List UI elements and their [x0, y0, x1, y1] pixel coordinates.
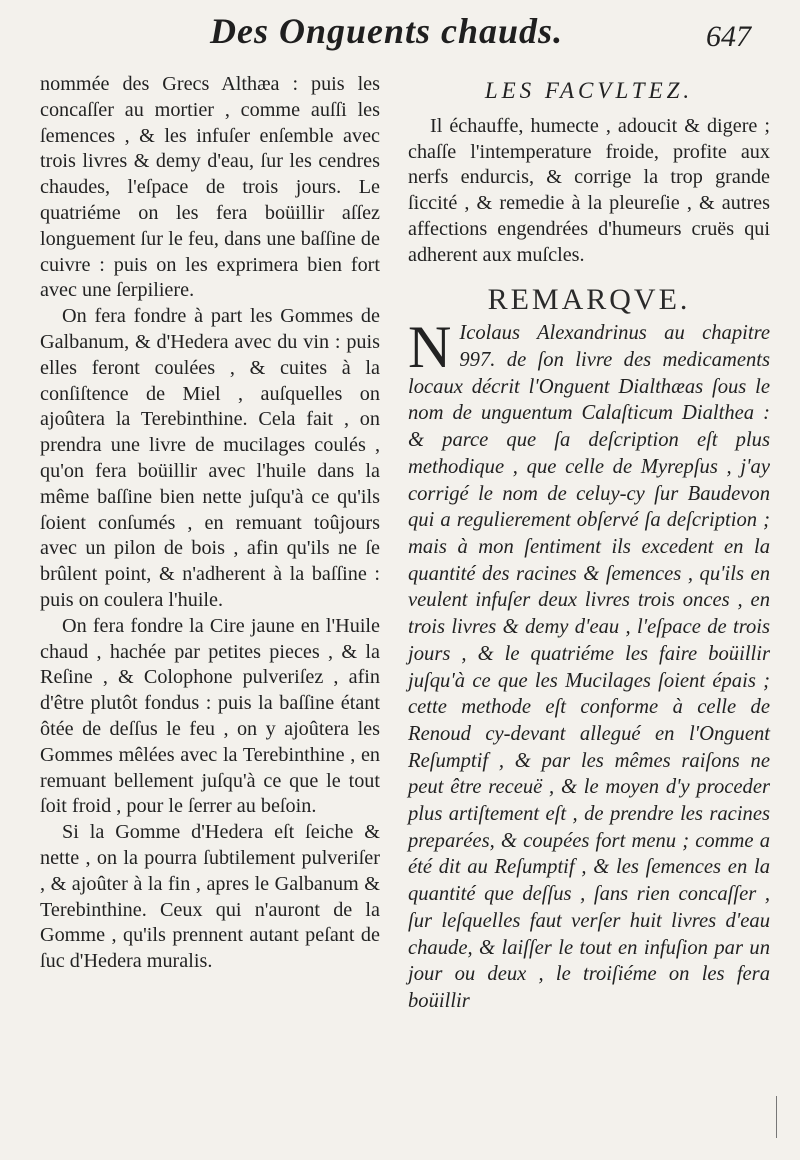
paragraph-althaea: nommée des Grecs Althæa : puis les concaſſer au mortier , comme auſſi les ſemences , & les infuſer enſemble avec trois livres & demy d'eau, ſur les cendres chaudes, l'eſpace de trois jours. Le quatriéme on les fera boüillir aſſez longuement ſur le feu, dans une baſſine de cuivre : puis on les exprimera bien fort avec une ſerpiliere. [40, 73, 380, 302]
paragraph-cire: On fera fondre la Cire jaune en l'Huile chaud , hachée par petites pieces , & la Reſine , & Colophone pulveriſez , afin d'être plutôt fondus : puis la baſſine étant ôtée de deſſus le feu , on y ajoûtera les Gommes mêlées avec la Terebinthine , en remuant bellement juſqu'à ce que le tout ſoit froid , pour le ſerrer au beſoin. [40, 614, 380, 818]
left-column [40, 72, 380, 975]
remarque-text: Icolaus Alexandrinus au chapitre 997. de ſon livre des medicaments locaux décrit l'Onguent Dialthæas ſous le nom de unguentum Calaſticum Dialthea : & parce que ſa deſcription eſt plus methodique , que celle de Myrepſus , j'ay corrigé le nom de celuy-cy ſur Baudevon qui a regulierement obſervé ſa deſcription ; mais à mon ſentiment ils excedent en la quantité des racines & ſemences , qu'ils en veulent infuſer deux livres trois onces , en trois livres & demy d'eau , l'eſpace de trois jours , & le quatriéme les faire boüillir juſqu'à ce que les Mucilages ſoient épais ; cette methode eſt conforme à celle de Renoud cy-devant allegué en l'Onguent Reſumptif , & par les mêmes raiſons ne peut être receuë , & le moyen d'y proceder plus artiſtement eſt , de prendre les racines preparées, & coupées fort menu ; comme a été dit au Reſumptif , & les ſemences en la quantité que deſſus , ſans rien concaſſer , ſur leſquelles faut verſer huit livres d'eau chaude, & laiſſer le tout en infuſion par un jour ou deux , le troiſiéme on les fera boüillir [408, 322, 770, 1012]
remarque-paragraph [408, 314, 770, 1014]
facultez-paragraph: Il échauffe, humecte , adoucit & digere ; chaſſe l'intemperature froide, profite aux nerfs endurcis, & corrige la trop grande ſiccité , & remedie à la pleureſie , & autres affections engendrées d'humeurs cruës qui adherent aux muſcles. [408, 114, 770, 266]
running-head [0, 8, 800, 64]
margin-bracket-mark [774, 1096, 777, 1138]
facultez-heading: LES FACVLTEZ. [484, 78, 694, 103]
paragraph-hedera: Si la Gomme d'Hedera eſt ſeiche & nette , on la pourra ſubtilement pulveriſer , & ajoûter à la fin , apres le Galbanum & Terebinthine. Ceux qui n'auront de la Gomme , qu'ils prennent autant peſant de ſuc d'Hedera muralis. [40, 821, 380, 973]
right-column [408, 72, 770, 1015]
paragraph-gommes: On fera fondre à part les Gommes de Galbanum, & d'Hedera avec du vin : puis elles feront coulées , & cuites à la conſiſtence de Miel , auſquelles on ajoûtera la Terebinthine. Cela fait , on prendra une livre de mucilages coulés , qu'on fera boüillir avec l'huile dans la même baſſine bien nette juſqu'à ce qu'ils ſoient conſumés , en remuant toûjours avec un pilon de bois , afin qu'ils ne ſe brûlent point, & n'adherent à la baſſine : puis on coulera l'huile. [40, 305, 380, 611]
running-title: Des Onguents chauds. [210, 11, 564, 51]
remarque-heading: REMARQVE. [487, 282, 691, 316]
drop-cap: N [408, 314, 452, 381]
page-number: 647 [706, 20, 751, 53]
